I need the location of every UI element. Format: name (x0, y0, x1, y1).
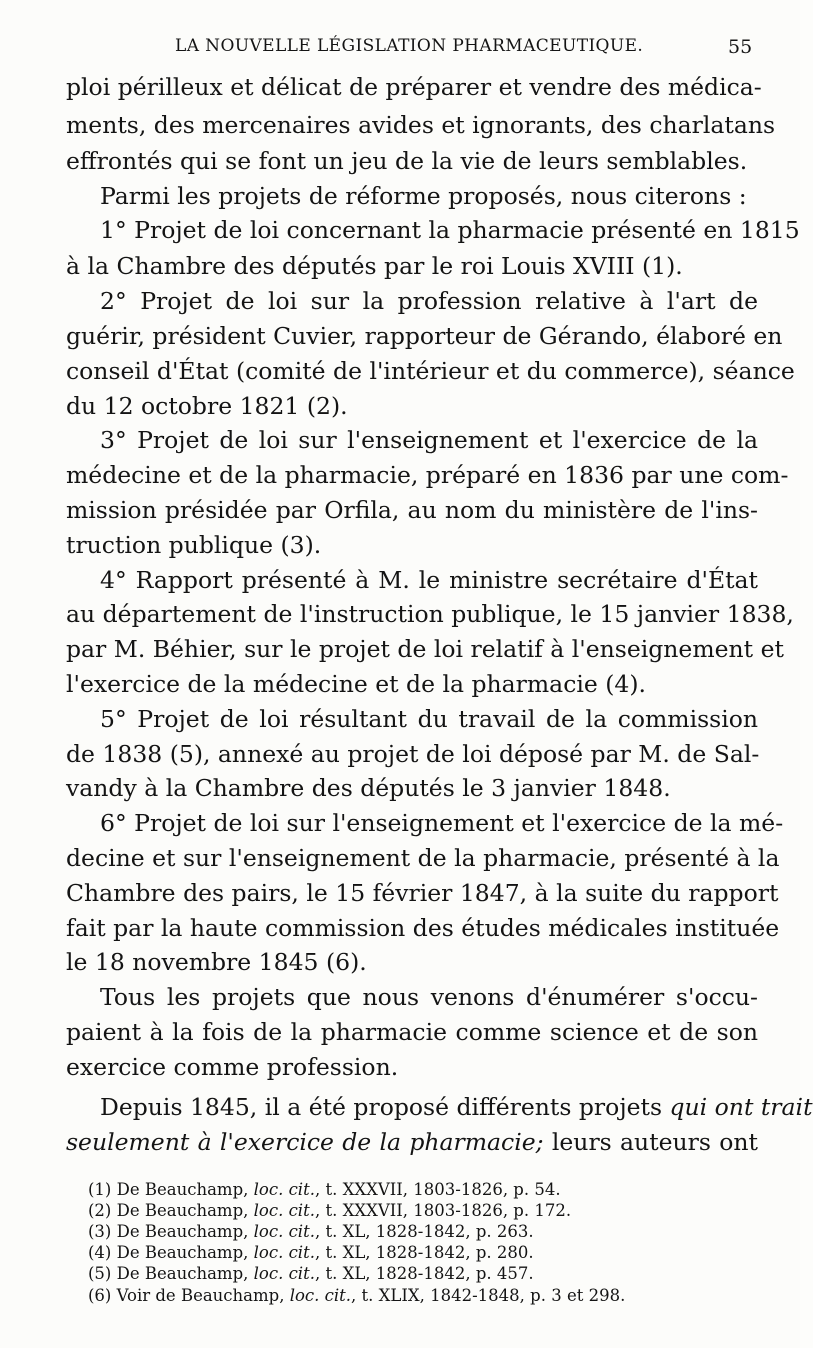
footnote-number: (2) (88, 1201, 112, 1220)
body-line: mission présidée par Orfila, au nom du ministère de l'ins- (66, 496, 758, 524)
body-line: 2° Projet de loi sur la profession relative à l'art de (100, 287, 758, 315)
body-line: Chambre des pairs, le 15 février 1847, à la suite du rapport (66, 879, 779, 907)
body-line: ments, des mercenaires avides et ignorants, des charlatans (66, 111, 776, 139)
body-line: du 12 octobre 1821 (2). (66, 392, 348, 420)
body-line: effrontés qui se font un jeu de la vie de leurs semblables. (66, 147, 748, 175)
footnote-text: , t. XL, 1828-1842, p. 457. (314, 1264, 534, 1283)
body-line: paient à la fois de la pharmacie comme science et de son (66, 1018, 758, 1046)
body-line (100, 1092, 813, 1122)
page-number: 55 (728, 36, 753, 58)
footnote-text: , t. XL, 1828-1842, p. 280. (314, 1243, 534, 1262)
footnote-text: Voir de Beauchamp, (116, 1286, 290, 1305)
body-line: médecine et de la pharmacie, préparé en 1836 par une com- (66, 461, 789, 489)
body-line: guérir, président Cuvier, rapporteur de Gérando, élaboré en (66, 322, 783, 350)
body-line: 1° Projet de loi concernant la pharmacie présenté en 1815 (100, 216, 800, 244)
running-head: LA NOUVELLE LÉGISLATION PHARMACEUTIQUE. (175, 36, 644, 56)
body-line: conseil d'État (comité de l'intérieur et du commerce), séance (66, 357, 795, 385)
footnote-text: , t. XLIX, 1842-1848, p. 3 et 298. (351, 1286, 626, 1305)
body-text-run: leurs auteurs ont (543, 1128, 759, 1156)
footnote-citation: loc. cit. (253, 1222, 315, 1241)
footnote-text: De Beauchamp, (116, 1222, 254, 1241)
body-line: le 18 novembre 1845 (6). (66, 948, 367, 976)
footnote (88, 1286, 768, 1306)
body-line: à la Chambre des députés par le roi Louis XVIII (1). (66, 252, 683, 280)
body-line: fait par la haute commission des études médicales instituée (66, 914, 780, 942)
footnote-citation: loc. cit. (253, 1180, 315, 1199)
body-line: l'exercice de la médecine et de la pharmacie (4). (66, 670, 647, 698)
footnote (88, 1201, 768, 1221)
body-line: Tous les projets que nous venons d'énumérer s'occu- (100, 983, 758, 1011)
footnote-text: , t. XL, 1828-1842, p. 263. (314, 1222, 534, 1241)
body-line: vandy à la Chambre des députés le 3 janvier 1848. (66, 774, 671, 802)
footnote-text: , t. XXXVII, 1803-1826, p. 172. (314, 1201, 572, 1220)
body-line (66, 1127, 758, 1157)
body-line: 4° Rapport présenté à M. le ministre secrétaire d'État (100, 566, 758, 594)
italic-text-run: seulement à l'exercice de la pharmacie; (66, 1128, 544, 1156)
body-line: 5° Projet de loi résultant du travail de la commission (100, 705, 758, 733)
footnote (88, 1264, 768, 1284)
body-text-run: Depuis 1845, il a été proposé différents projets (100, 1093, 670, 1121)
footnote-number: (1) (88, 1180, 112, 1199)
body-line: 3° Projet de loi sur l'enseignement et l'exercice de la (100, 426, 758, 454)
body-line: decine et sur l'enseignement de la pharmacie, présenté à la (66, 844, 780, 872)
italic-text-run: qui ont trait (669, 1093, 813, 1121)
footnote-citation: loc. cit. (289, 1286, 352, 1305)
body-line: 6° Projet de loi sur l'enseignement et l'exercice de la mé- (100, 809, 784, 837)
footnote-text: De Beauchamp, (116, 1243, 254, 1262)
footnote-citation: loc. cit. (253, 1243, 315, 1262)
footnote-citation: loc. cit. (253, 1201, 315, 1220)
footnote-text: De Beauchamp, (116, 1264, 254, 1283)
footnote-number: (3) (88, 1222, 112, 1241)
footnote-number: (6) (88, 1286, 112, 1305)
footnote (88, 1180, 768, 1200)
body-line: de 1838 (5), annexé au projet de loi déposé par M. de Sal- (66, 740, 760, 768)
footnote-number: (5) (88, 1264, 112, 1283)
body-line: exercice comme profession. (66, 1053, 399, 1081)
footnote-text: , t. XXXVII, 1803-1826, p. 54. (314, 1180, 561, 1199)
body-line: Parmi les projets de réforme proposés, nous citerons : (100, 182, 747, 210)
body-line: par M. Béhier, sur le projet de loi relatif à l'enseignement et (66, 635, 784, 663)
footnote-citation: loc. cit. (253, 1264, 315, 1283)
footnote-number: (4) (88, 1243, 112, 1262)
footnote (88, 1243, 768, 1263)
body-line: truction publique (3). (66, 531, 322, 559)
footnote-text: De Beauchamp, (116, 1201, 254, 1220)
footnote-text: De Beauchamp, (116, 1180, 254, 1199)
footnote (88, 1222, 768, 1242)
body-line: au département de l'instruction publique, le 15 janvier 1838, (66, 600, 794, 628)
body-line: ploi périlleux et délicat de préparer et vendre des médica- (66, 73, 762, 101)
